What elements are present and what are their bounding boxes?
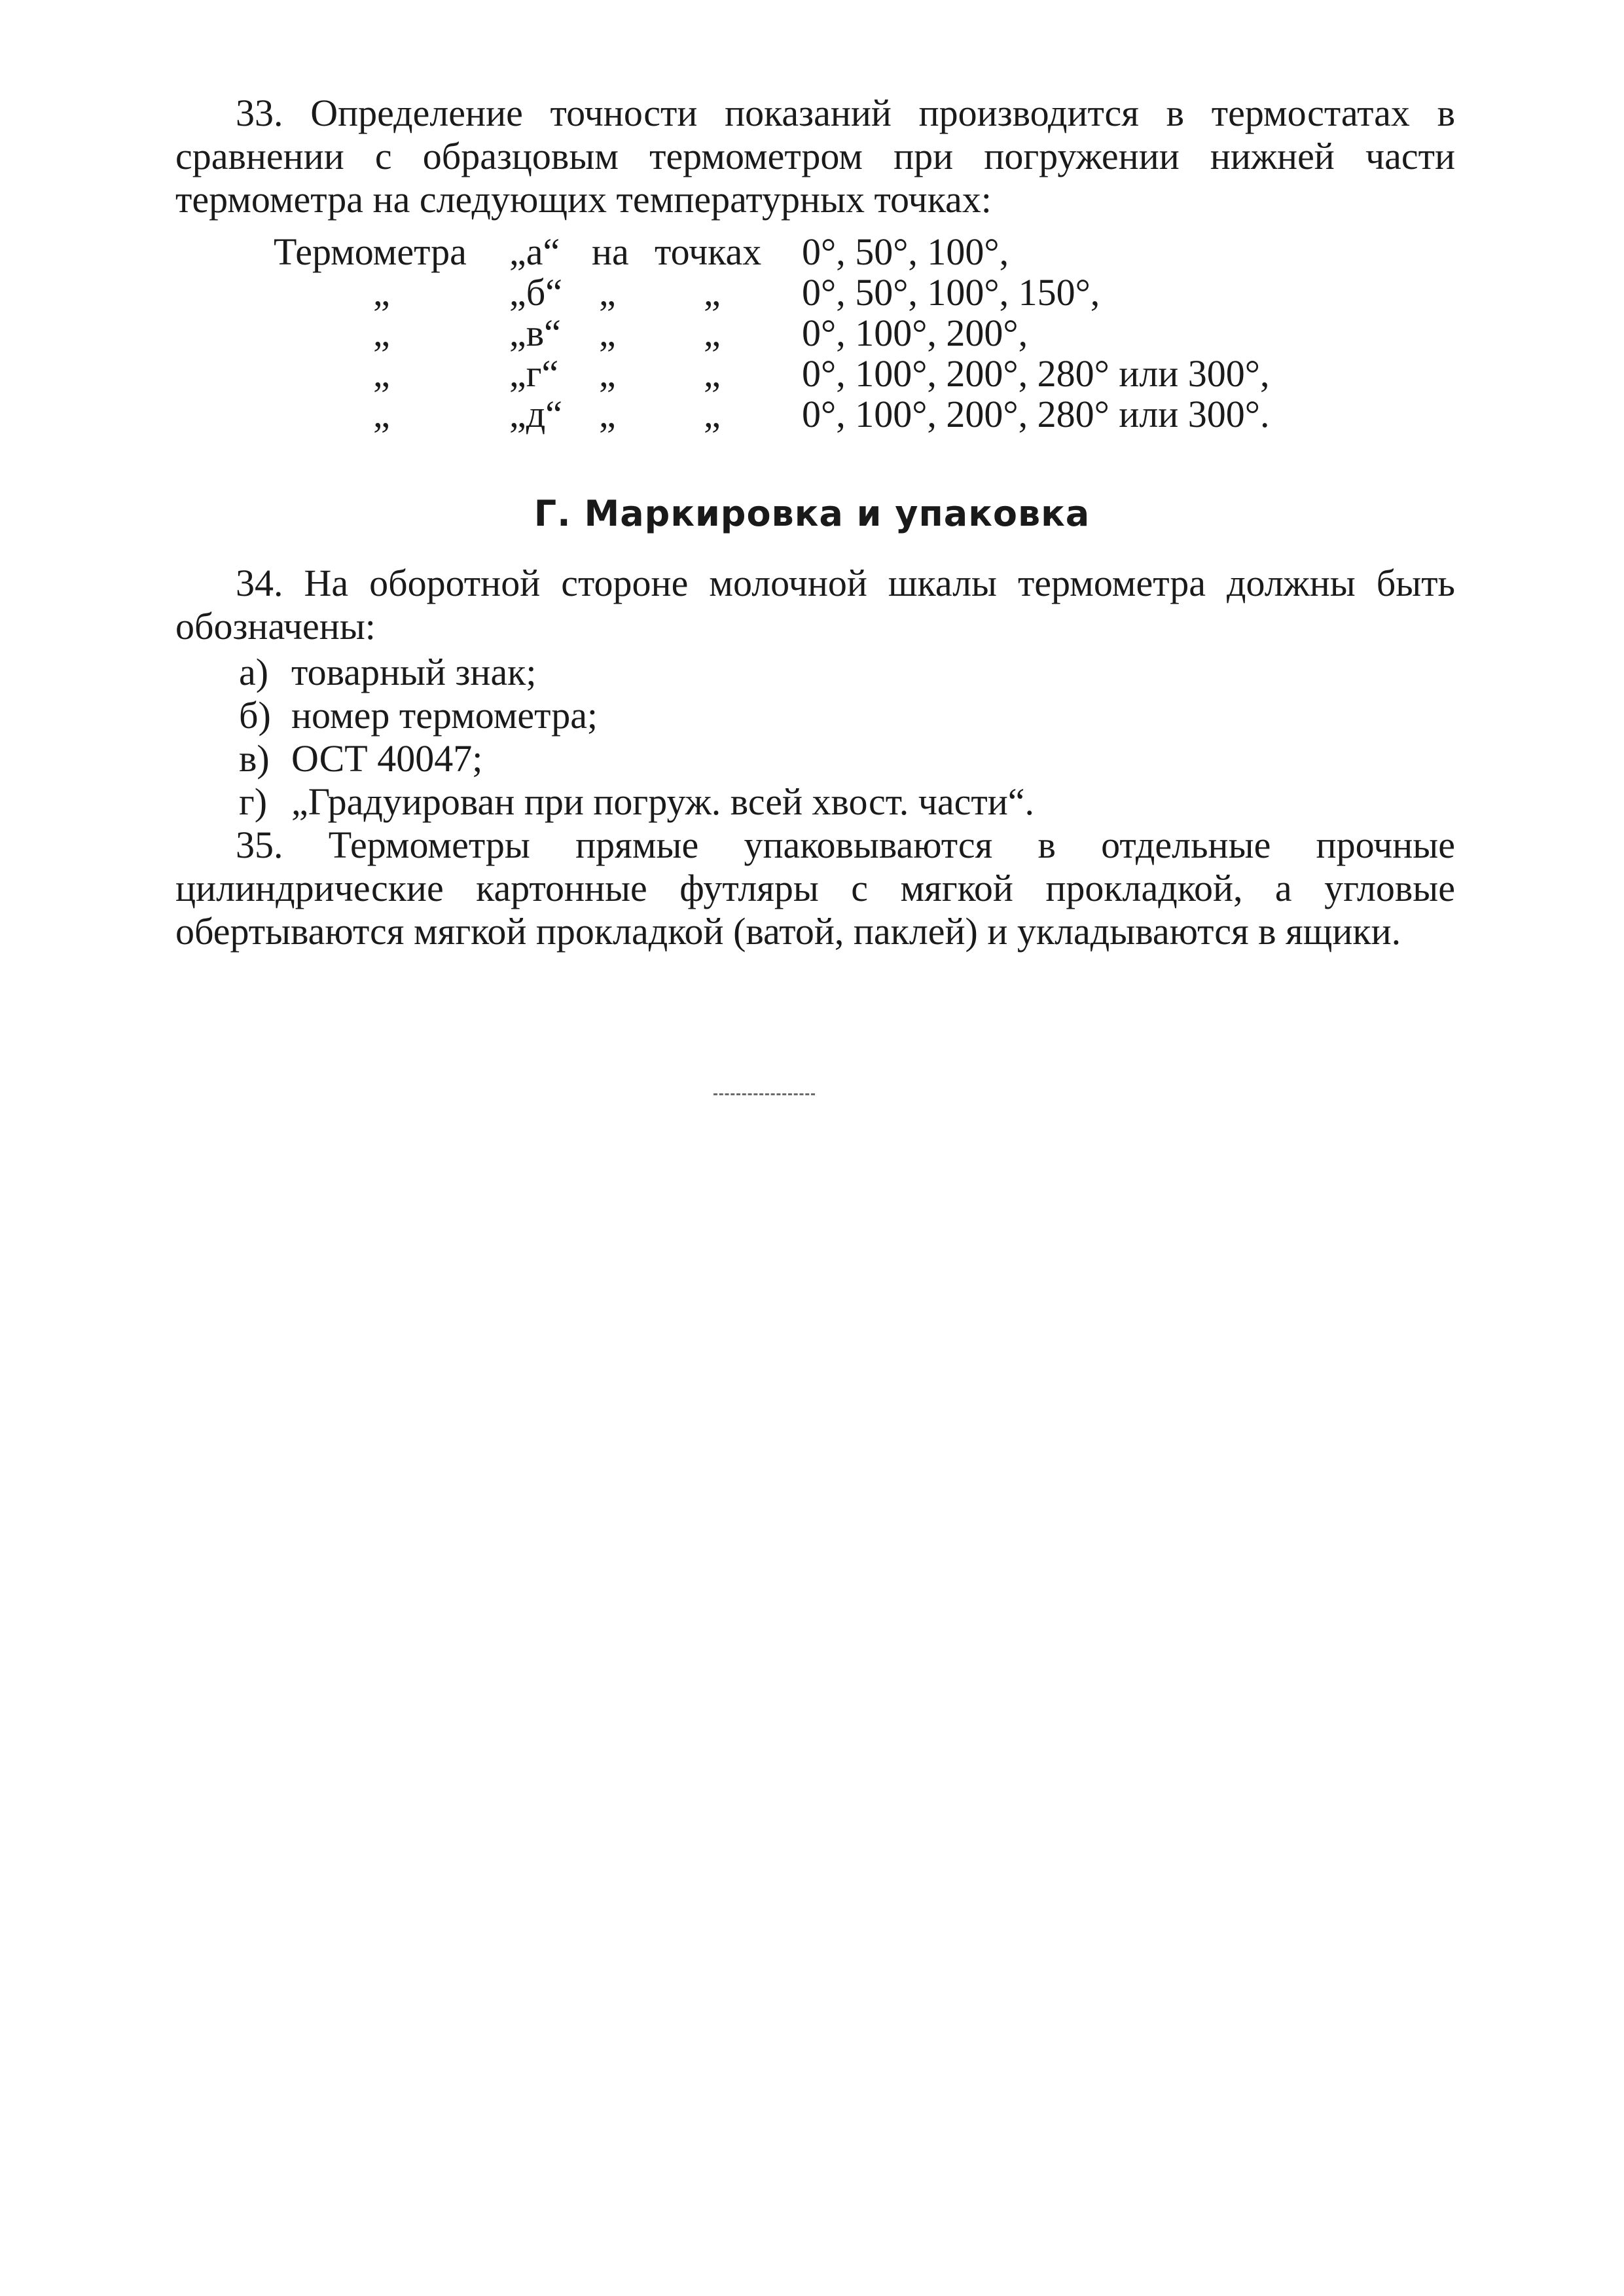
thermometer-letter: „г“ (509, 352, 559, 395)
row-word-1: „ (599, 312, 616, 354)
paragraph-35 (175, 824, 1455, 953)
list-item (239, 737, 482, 780)
row-word-1: на (592, 230, 629, 273)
temperature-points: 0°, 100°, 200°, 280° или 300°, (802, 352, 1270, 395)
row-word-2: „ (704, 393, 721, 435)
thermometer-letter: „б“ (509, 271, 562, 314)
row-word-1: „ (599, 393, 616, 435)
paragraph-34 (175, 562, 1455, 648)
temperature-points: 0°, 50°, 100°, 150°, (802, 271, 1100, 314)
list-item (239, 694, 598, 737)
temperature-points: 0°, 100°, 200°, (802, 312, 1028, 354)
list-item (239, 780, 1034, 824)
row-word-2: „ (704, 312, 721, 354)
paragraph-33-text: 33. Определение точности показаний производится в термостатах в сравнении с образцовым термометром при погружении нижней части термометра на следующих температурных точках: (175, 92, 1455, 221)
list-item-marker: в) (239, 737, 270, 780)
list-item-marker: б) (239, 694, 271, 737)
list-item-text: номер термометра; (291, 694, 598, 737)
list-item-text: „Градуирован при погруж. всей хвост. части“. (291, 780, 1034, 823)
row-label: „ (373, 312, 390, 354)
section-heading: Г. Маркировка и упаковка (533, 493, 1091, 534)
thermometer-letter: „д“ (509, 393, 562, 435)
paragraph-35-text: 35. Термометры прямые упаковываются в отдельные прочные цилиндрические картонные футляры с мягкой прокладкой, а угловые обертываются мягкой прокладкой (ватой, паклей) и укладываются в ящики. (175, 824, 1455, 953)
row-word-2: „ (704, 352, 721, 395)
paragraph-34-text: 34. На оборотной стороне молочной шкалы термометра должны быть обозначены: (175, 562, 1455, 647)
row-label: „ (373, 352, 390, 395)
list-item-text: товарный знак; (291, 651, 537, 693)
list-item-marker: а) (239, 651, 269, 693)
list-item (239, 651, 536, 694)
temperature-points: 0°, 50°, 100°, (802, 230, 1009, 273)
row-word-1: „ (599, 271, 616, 314)
list-item-text: ОСТ 40047; (291, 737, 483, 780)
end-divider (713, 1093, 815, 1095)
paragraph-33 (175, 92, 1455, 221)
list-item-marker: г) (239, 780, 268, 823)
row-label: „ (373, 271, 390, 314)
row-word-2: „ (704, 271, 721, 314)
row-label: Термометра (274, 230, 467, 273)
temperature-points: 0°, 100°, 200°, 280° или 300°. (802, 393, 1270, 435)
thermometer-letter: „а“ (509, 230, 560, 273)
row-word-2: точках (655, 230, 762, 273)
row-label: „ (373, 393, 390, 435)
row-word-1: „ (599, 352, 616, 395)
thermometer-letter: „в“ (509, 312, 561, 354)
